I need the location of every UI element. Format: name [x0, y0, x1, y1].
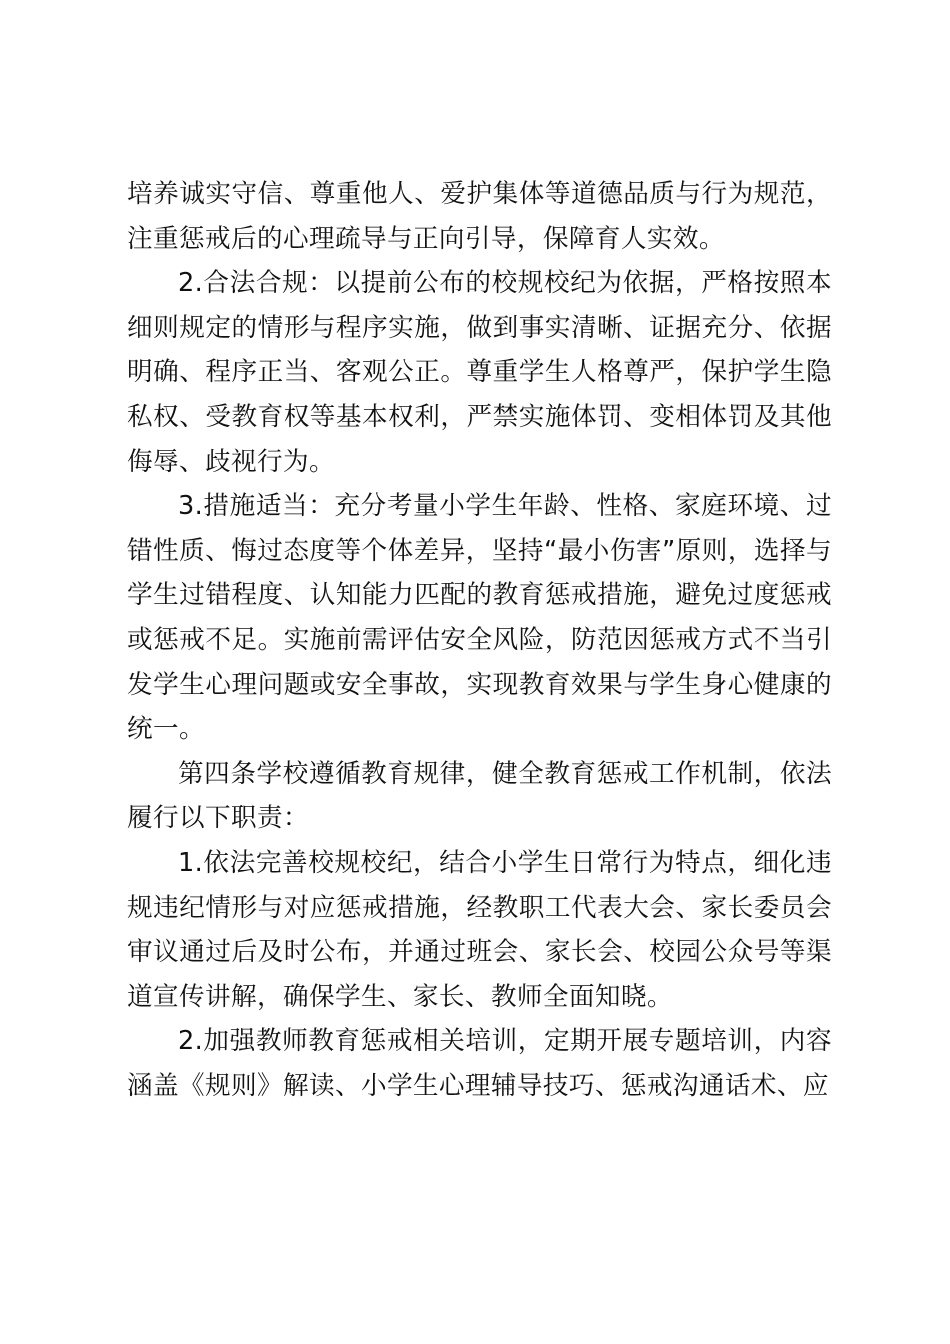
paragraph-teacher-training: 2.加强教师教育惩戒相关培训，定期开展专题培训，内容涵盖《规则》解读、小学生心理辅导技巧、惩戒沟通话术、应: [127, 1026, 832, 1101]
document-body: [127, 172, 832, 1108]
paragraph-article-four: 第四条学校遵循教育规律，健全教育惩戒工作机制，依法履行以下职责：: [127, 758, 832, 834]
paragraph-continuation: 培养诚实守信、尊重他人、爱护集体等道德品质与行为规范，注重惩戒后的心理疏导与正向引导，保障育人实效。: [127, 179, 832, 254]
paragraph-legal-compliance: 2.合法合规：以提前公布的校规校纪为依据，严格按照本细则规定的情形与程序实施，做到事实清晰、证据充分、依据明确、程序正当、客观公正。尊重学生人格尊严，保护学生隐私权、受教育权等基本权利，严禁实施体罚、变相体罚及其他侮辱、歧视行为。: [127, 268, 832, 477]
paragraph-school-rules: 1.依法完善校规校纪，结合小学生日常行为特点，细化违规违纪情形与对应惩戒措施，经教职工代表大会、家长委员会审议通过后及时公布，并通过班会、家长会、校园公众号等渠道宣传讲解，确保学生、家长、教师全面知晓。: [127, 847, 832, 1012]
paragraph-appropriate-measures: 3.措施适当：充分考量小学生年龄、性格、家庭环境、过错性质、悔过态度等个体差异，坚持“最小伤害”原则，选择与学生过错程度、认知能力匹配的教育惩戒措施，避免过度惩戒或惩戒不足。实施前需评估安全风险，防范因惩戒方式不当引发学生心理问题或安全事故，实现教育效果与学生身心健康的统一。: [127, 491, 832, 745]
